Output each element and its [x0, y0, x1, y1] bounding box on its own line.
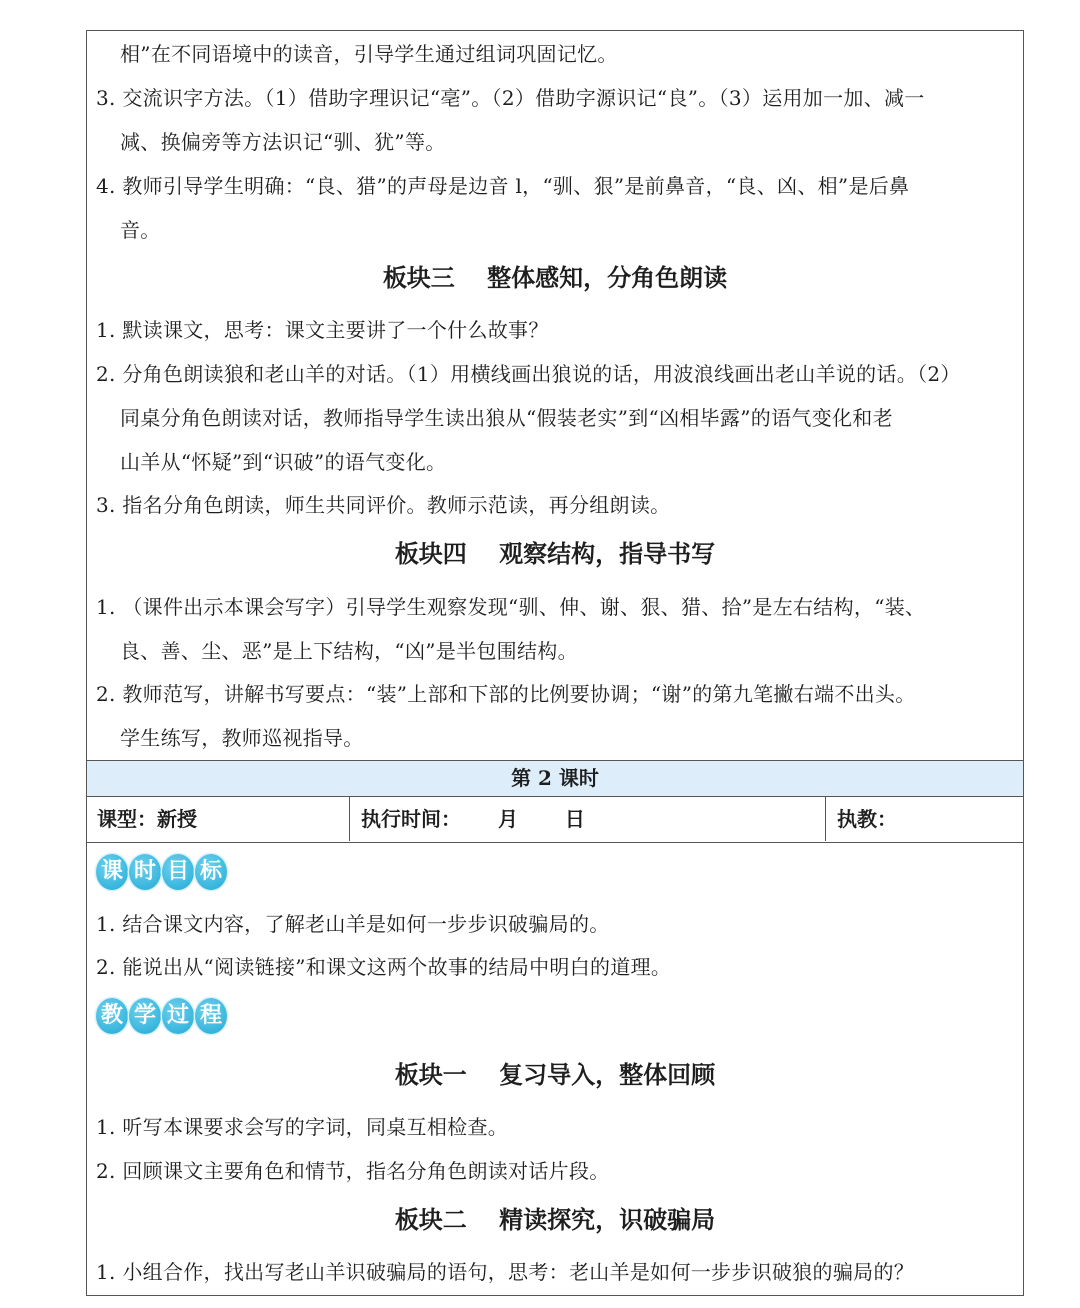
- teaching-process-badge: [96, 998, 227, 1036]
- text-line: 良、善、尘、恶”是上下结构，“凶”是半包围结构。: [120, 639, 578, 663]
- text-line: 2. 回顾课文主要角色和情节，指名分角色朗读对话片段。: [96, 1159, 610, 1183]
- badge-char: 时: [129, 854, 161, 890]
- cell-divider: [825, 797, 826, 841]
- teacher-label: 执教：: [837, 807, 897, 831]
- lesson-info-row: [87, 797, 1023, 843]
- text-line: 3. 交流识字方法。（1）借助字理识记“亳”。（2）借助字源识记“良”。（3）运用加一加、减一: [96, 86, 925, 110]
- text-line: 同桌分角色朗读对话，教师指导学生读出狼从“假装老实”到“凶相毕露”的语气变化和老: [120, 406, 893, 430]
- lesson-goals-badge: [96, 854, 227, 892]
- text-line: 2. 教师范写，讲解书写要点：“装”上部和下部的比例要协调；“谢”的第九笔撇右端不出头。: [96, 682, 916, 706]
- text-line: 1. （课件出示本课会写字）引导学生观察发现“驯、伸、谢、狠、猎、拾”是左右结构，“装、: [96, 595, 926, 619]
- text-line: 相”在不同语境中的读音，引导学生通过组词巩固记忆。: [120, 42, 618, 66]
- text-line: 1. 默读课文，思考：课文主要讲了一个什么故事？: [96, 318, 549, 342]
- badge-char: 目: [162, 854, 194, 890]
- cell-divider: [349, 797, 350, 841]
- execution-time-label: 执行时间： 月 日: [361, 807, 585, 831]
- badge-char: 过: [162, 998, 194, 1034]
- lesson-title-bar: 第 2 课时: [87, 760, 1023, 797]
- badge-char: 学: [129, 998, 161, 1034]
- badge-char: 标: [195, 854, 227, 890]
- section-heading: 板块一 复习导入，整体回顾: [394, 1060, 716, 1089]
- text-line: 2. 分角色朗读狼和老山羊的对话。（1）用横线画出狼说的话，用波浪线画出老山羊说的话。（2）: [96, 362, 961, 386]
- text-line: 4. 教师引导学生明确：“良、猎”的声母是边音 l，“驯、狠”是前鼻音，“良、凶、相”是后鼻: [96, 174, 910, 198]
- text-line: 1. 小组合作，找出写老山羊识破骗局的语句，思考：老山羊是如何一步步识破狼的骗局的？: [96, 1260, 915, 1284]
- badge-char: 教: [96, 998, 128, 1034]
- text-line: 学生练写，教师巡视指导。: [120, 726, 364, 750]
- text-line: 音。: [120, 218, 161, 242]
- text-line: 减、换偏旁等方法识记“驯、犹”等。: [120, 130, 446, 154]
- badge-char: 程: [195, 998, 227, 1034]
- section-heading: 板块四 观察结构，指导书写: [394, 539, 716, 568]
- goal-line: 2. 能说出从“阅读链接”和课文这两个故事的结局中明白的道理。: [96, 955, 672, 979]
- goal-line: 1. 结合课文内容，了解老山羊是如何一步步识破骗局的。: [96, 912, 610, 936]
- text-line: 3. 指名分角色朗读，师生共同评价。教师示范读，再分组朗读。: [96, 493, 671, 517]
- lesson-type-label: 课型：新授: [97, 807, 197, 831]
- text-line: 山羊从“怀疑”到“识破”的语气变化。: [120, 450, 447, 474]
- badge-char: 课: [96, 854, 128, 890]
- section-heading: 板块三 整体感知，分角色朗读: [382, 263, 728, 292]
- section-heading: 板块二 精读探究，识破骗局: [394, 1205, 716, 1234]
- text-line: 1. 听写本课要求会写的字词，同桌互相检查。: [96, 1115, 509, 1139]
